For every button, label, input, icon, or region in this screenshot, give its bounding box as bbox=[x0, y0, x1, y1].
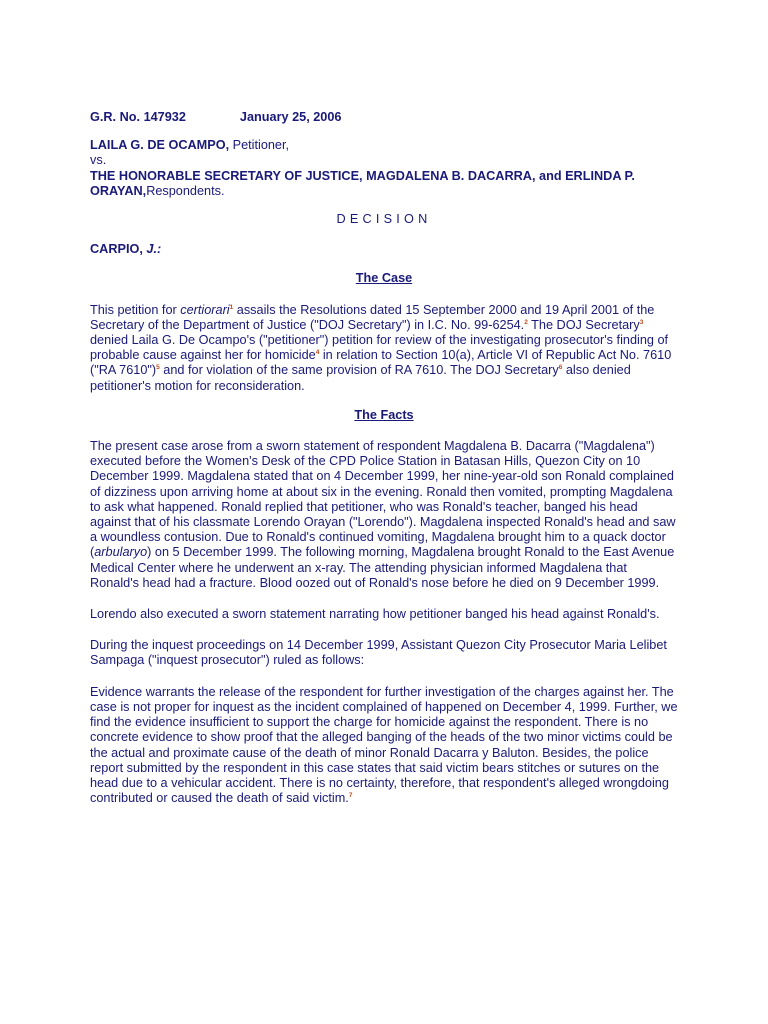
footnote-link-4[interactable]: 4 bbox=[315, 349, 320, 356]
facts-paragraph-3: During the inquest proceedings on 14 December 1999, Assistant Quezon City Prosecutor Maria Lelibet Sampaga ("inquest prosecutor") ruled as follows: bbox=[90, 638, 667, 668]
facts-paragraph-2: Lorendo also executed a sworn statement narrating how petitioner banged his head against Ronald's. bbox=[90, 607, 660, 622]
petitioner-name: LAILA G. DE OCAMPO, bbox=[90, 138, 230, 153]
footnote-link-7[interactable]: 7 bbox=[348, 791, 353, 799]
footnote-link-2[interactable]: 2 bbox=[524, 318, 528, 326]
parties-block bbox=[90, 138, 678, 199]
decision-date: January 25, 2006 bbox=[239, 110, 342, 124]
footnote-link-6[interactable]: 6 bbox=[558, 364, 563, 372]
gr-number: G.R. No. 147932 bbox=[90, 110, 186, 124]
respondents-line-1: THE HONORABLE SECRETARY OF JUSTICE, MAGDALENA B. DACARRA, and ERLINDA P. bbox=[90, 168, 635, 183]
petitioner-role: Petitioner, bbox=[229, 138, 290, 153]
footnote-link-5[interactable]: 5 bbox=[156, 364, 160, 372]
ponente bbox=[90, 242, 678, 257]
case-paragraph: This petition for certiorari$^1$ assails the Resolutions dated 15 September 2000 and 19 April 2001 of the Secretary of the Department of Justice ("DOJ Secretary") in I.C. No. 99-6254.$^2$ The DOJ Secretary$^3$ denied Laila G. De Ocampo's ("petitioner") petition for review of the investigating prosecutor's finding of probable cause against her for homicide$^4$ in relation to Section 10(a), Article VI of Republic Act No. 7610 ("RA 7610")$^5$ and for violation of the same provision of RA 7610. The DOJ Secretary$^6$ also denied petitioner's motion for reconsideration. bbox=[90, 302, 672, 393]
petitioner-line bbox=[90, 138, 678, 153]
arbularyo-term: arbularyo bbox=[94, 545, 148, 560]
section-heading-the-facts: The Facts bbox=[354, 407, 414, 422]
section-heading-the-case: The Case bbox=[355, 271, 413, 286]
ponente-suffix: J.: bbox=[146, 242, 162, 257]
case-caption bbox=[90, 110, 678, 125]
certiorari-term: certiorari bbox=[180, 302, 230, 317]
facts-paragraph-1: The present case arose from a sworn statement of respondent Magdalena B. Dacarra ("Magdalena") executed before the Women's Desk of the CPD Police Station in Batasan Hills, Quezon City on 10 December 1999. Magdalena stated that on 4 December 1999, her nine-year-old son Ronald complained of dizziness upon arriving home at about six in the evening. Ronald then vomited, prompting Magdalena to ask what happened. Ronald replied that petitioner, who was Ronald's teacher, banged his head against that of his classmate Lorendo Orayan ("Lorendo"). Magdalena inspected Ronald's head and saw a woundless contusion. Due to Ronald's continued vomiting, Magdalena brought him to a quack doctor (arbularyo) on 5 December 1999. The following morning, Magdalena brought Ronald to the East Avenue Medical Center where he underwent an x-ray. The attending physician informed Magdalena that Ronald's head had a fracture. Blood oozed out of Ronald's nose before he died on 9 December 1999. bbox=[90, 439, 676, 590]
respondents-name-end: ORAYAN, bbox=[90, 183, 147, 198]
ponente-name: CARPIO, bbox=[90, 242, 147, 257]
versus-label: vs. bbox=[90, 153, 107, 168]
respondents-role: Respondents. bbox=[146, 183, 225, 198]
inquest-quote-paragraph: Evidence warrants the release of the respondent for further investigation of the charges against her. The case is not proper for inquest as the incident complained of happened on December 4, 1999. Further, we find the evidence insufficient to support the charge for homicide against the respondent. There is no concrete evidence to show proof that the alleged banging of the heads of the two minor victims could be the actual and proximate cause of the death of minor Ronald Dacarra y Baluton. Besides, the police report submitted by the respondent in this case states that said victim bears stitches or sutures on the head due to a vehicular accident. There is no certainty, therefore, that respondent's alleged wrongdoing contributed or caused the death of said victim.$^7$ bbox=[90, 684, 678, 806]
respondents-line-2 bbox=[90, 184, 678, 199]
footnote-link-1[interactable]: 1 bbox=[229, 303, 234, 311]
footnote-link-3[interactable]: 3 bbox=[639, 318, 644, 326]
decision-title: DECISION bbox=[336, 212, 432, 227]
